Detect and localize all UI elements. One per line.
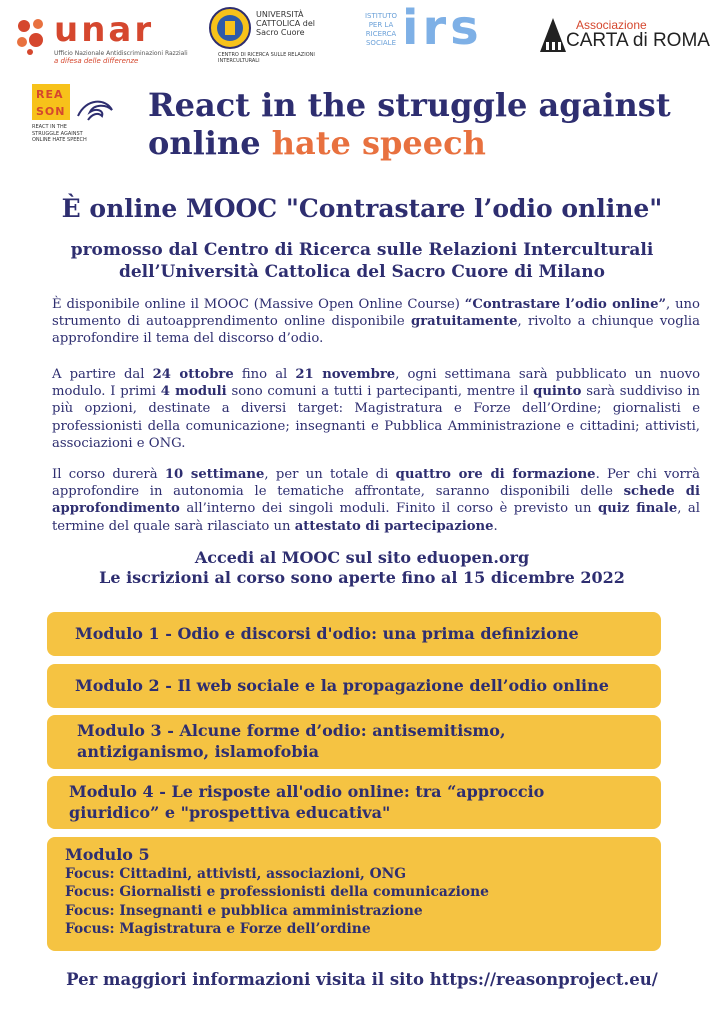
access-info bbox=[0, 548, 724, 588]
p2-text: , ogni settimana sarà pubblicato un nuovo modulo. I primi bbox=[52, 367, 701, 400]
module-3-card bbox=[47, 715, 661, 769]
module-4-line2: giuridico” e "prospettiva educativa" bbox=[69, 803, 391, 822]
p3-text: , al termine del quale sarà rilasciato un bbox=[52, 501, 700, 534]
colosseum-icon bbox=[540, 18, 566, 52]
module-4-line1: Modulo 4 - Le risposte all'odio online: tra “approccio bbox=[69, 782, 545, 801]
p3-text: . bbox=[493, 518, 498, 534]
schedule-paragraph bbox=[52, 366, 700, 452]
module-4-card bbox=[47, 776, 661, 829]
p2-bold-end: 21 novembre bbox=[295, 367, 396, 382]
unar-emblem-icon bbox=[14, 16, 50, 56]
title-line2-pre: online bbox=[148, 124, 272, 162]
module-2-card bbox=[47, 664, 661, 708]
p3-text: Il corso durerà bbox=[52, 467, 165, 482]
p3-bold-weeks: 10 settimane bbox=[164, 467, 265, 482]
ucsc-name: UNIVERSITÀ CATTOLICA del Sacro Cuore bbox=[256, 10, 316, 37]
p1-text: , rivolto a chiunque voglia approfondire il tema del discorso d’odio. bbox=[52, 314, 700, 347]
carta-di-roma-logo bbox=[540, 16, 715, 56]
reason-logo bbox=[32, 84, 136, 164]
unar-logo bbox=[14, 10, 188, 65]
module-1-card bbox=[47, 612, 661, 656]
ucsc-logo bbox=[208, 6, 338, 64]
access-line2: Le iscrizioni al corso sono aperte fino al 15 dicembre 2022 bbox=[99, 568, 625, 587]
module-3-line2: antiziganismo, islamofobia bbox=[77, 742, 319, 761]
module-3-line1: Modulo 3 - Alcune forme d’odio: antisemitismo, bbox=[77, 721, 506, 740]
page-title bbox=[148, 86, 708, 162]
p2-text: sono comuni a tutti i partecipanti, mentre il bbox=[226, 384, 534, 400]
ucsc-center: CENTRO DI RICERCA SULLE RELAZIONI INTERCULTURALI bbox=[218, 52, 315, 64]
p3-text: , per un totale di bbox=[264, 467, 396, 482]
reason-badge bbox=[32, 84, 70, 120]
p3-text: all’interno dei singoli moduli. Finito il corso è previsto un bbox=[179, 501, 598, 517]
p1-bold-course: “Contrastare l’odio online” bbox=[464, 297, 667, 312]
reason-badge-line1: REA bbox=[36, 88, 64, 101]
p2-text: fino al bbox=[233, 367, 296, 382]
access-line1: Accedi al MOOC sul sito eduopen.org bbox=[194, 548, 530, 567]
module-5-card bbox=[47, 837, 661, 951]
p1-bold-free: gratuitamente bbox=[411, 314, 518, 330]
reason-subtitle: REACT IN THE STRUGGLE AGAINST ONLINE HATE SPEECH bbox=[32, 124, 87, 143]
p2-text: A partire dal bbox=[52, 367, 153, 382]
p3-text: . Per chi vorrà approfondire in autonomia le tematiche affrontate, saranno disponibili delle bbox=[52, 467, 700, 500]
unar-tagline: a difesa delle differenze bbox=[54, 57, 139, 65]
intro-paragraph bbox=[52, 296, 700, 348]
module-2-label: Modulo 2 - Il web sociale e la propagazione dell’odio online bbox=[75, 676, 609, 695]
module-5-title: Modulo 5 bbox=[65, 845, 150, 864]
carta-association: Associazione bbox=[576, 18, 647, 32]
duration-paragraph bbox=[52, 466, 700, 535]
promo-line1: promosso dal Centro di Ricerca sulle Relazioni Interculturali bbox=[70, 240, 654, 260]
promoter-text bbox=[0, 239, 724, 283]
module-5-focus: Focus: Giornalisti e professionisti della comunicazione bbox=[65, 884, 489, 901]
promo-line2: dell’Università Cattolica del Sacro Cuore di Milano bbox=[118, 262, 605, 282]
p2-bold-modules: 4 moduli bbox=[160, 384, 227, 400]
unar-wordmark: unar bbox=[54, 10, 155, 50]
footer-info: Per maggiori informazioni visita il sito https://reasonproject.eu/ bbox=[66, 970, 658, 989]
p3-bold-quiz: quiz finale bbox=[597, 501, 678, 517]
title-accent: hate speech bbox=[271, 124, 486, 162]
wave-swirl-icon bbox=[76, 96, 116, 126]
p2-text: sarà suddiviso in più opzioni, destinate a diversi target: Magistratura e Forze dell’Ordine; giornalisti e professionisti della comunicazione; insegnanti e Pubblica Amministrazione e cittadini; attivisti, associazioni e ONG. bbox=[52, 384, 701, 451]
university-seal-icon bbox=[208, 6, 252, 50]
p3-bold-hours: quattro ore di formazione bbox=[395, 467, 596, 482]
irs-logo bbox=[362, 0, 492, 62]
irs-wordmark: irs bbox=[402, 0, 483, 56]
irs-subtitle: ISTITUTO PER LA RICERCA SOCIALE bbox=[364, 12, 398, 47]
module-1-label: Modulo 1 - Odio e discorsi d'odio: una prima definizione bbox=[75, 624, 579, 643]
p2-bold-start: 24 ottobre bbox=[152, 367, 234, 382]
p1-text: È disponibile online il MOOC (Massive Open Online Course) bbox=[52, 297, 465, 312]
reason-badge-line2: SON bbox=[36, 105, 66, 118]
title-line1: React in the struggle against bbox=[148, 86, 671, 124]
unar-subtitle: Ufficio Nazionale Antidiscriminazioni Razziali bbox=[54, 50, 188, 57]
p2-bold-fifth: quinto bbox=[533, 384, 582, 400]
p3-bold-sheets: schede di approfondimento bbox=[52, 484, 700, 517]
mooc-heading: È online MOOC "Contrastare l’odio online" bbox=[61, 194, 663, 223]
p1-text: , uno strumento di autoapprendimento online disponibile bbox=[52, 297, 700, 330]
module-5-focus: Focus: Insegnanti e pubblica amministrazione bbox=[65, 902, 423, 919]
p3-bold-certificate: attestato di partecipazione bbox=[294, 518, 494, 534]
module-5-focus: Focus: Cittadini, attivisti, associazioni, ONG bbox=[65, 866, 407, 882]
module-5-focus: Focus: Magistratura e Forze dell’ordine bbox=[65, 921, 371, 938]
carta-name: CARTA di ROMA bbox=[566, 30, 710, 51]
